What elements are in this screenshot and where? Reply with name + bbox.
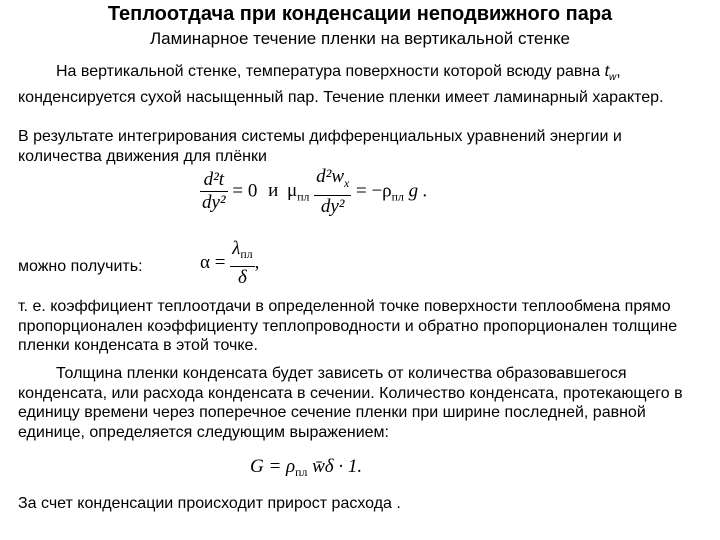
fraction-conductivity-numerator <box>230 238 254 267</box>
slide-title: Теплоотдача при конденсации неподвижного пара <box>107 3 613 25</box>
fraction-momentum-denominator: dy² <box>320 195 345 217</box>
paragraph-integration: В результате интегрирования системы дифференциальных уравнений энергии и количества движения для плёнки <box>18 128 622 165</box>
momentum-numerator-subscript: x <box>344 176 350 190</box>
fraction-energy <box>200 169 228 214</box>
viscosity-subscript: пл <box>297 190 310 204</box>
paragraph-flow-increase: За счет конденсации происходит прирост расхода . <box>18 495 401 512</box>
fraction-energy-denominator: dy² <box>202 192 226 214</box>
equation-equals-zero: = 0 <box>232 180 258 202</box>
slide-subtitle: Ламинарное течение пленки на вертикальной стенке <box>150 29 570 48</box>
paragraph-result-intro: можно получить: <box>18 258 143 275</box>
equation-comma: , <box>254 251 260 273</box>
fraction-energy-numerator: d²t <box>200 169 228 192</box>
paragraph-intro-text-a: На вертикальной стенке, температура поверхности которой всюду равна <box>56 63 605 80</box>
paragraph-intro-text-b: , конденсируется сухой насыщенный пар. Течение пленки имеет ламинарный характер. <box>18 63 664 106</box>
fraction-momentum <box>314 166 351 218</box>
equation-and-word: и <box>268 180 279 202</box>
viscosity-symbol: μ <box>287 180 298 202</box>
lambda-subscript: пл <box>240 248 253 262</box>
paragraph-intro <box>18 62 708 107</box>
density-subscript: пл <box>391 190 404 204</box>
paragraph-proportionality: т. е. коэффициент теплоотдачи в определенной точке поверхности теплообмена прямо пропорционален коэффициенту теплопроводности и обратно пропорционален толщине пленки конденсата в этой точке. <box>18 298 678 354</box>
wall-temperature-symbol <box>604 63 617 84</box>
fraction-conductivity <box>230 238 254 289</box>
alpha-equals: α = <box>200 251 226 273</box>
equation-flow-rate <box>250 456 362 480</box>
equation-differential <box>200 166 428 218</box>
fraction-conductivity-denominator: δ <box>237 267 247 289</box>
temperature-subscript: w <box>609 72 617 84</box>
flow-rate-lhs: G = ρ <box>250 456 296 477</box>
paragraph-film-thickness: Толщина пленки конденсата будет зависеть от количества образовавшегося конденсата, или расхода конденсата в сечении. Количество конденсата, протекающего в единицу времени через поперечное сечение пленки при ширине последней, равной единице, определяется следующим выражением: <box>18 365 683 441</box>
lambda-symbol: λ <box>232 238 241 259</box>
flow-density-subscript: пл <box>295 466 308 480</box>
equation-heat-transfer <box>200 238 259 289</box>
temperature-letter: t <box>604 63 610 80</box>
fraction-momentum-numerator <box>314 166 351 196</box>
momentum-numerator-text: d²w <box>316 166 345 187</box>
gravity-symbol: g . <box>408 180 428 202</box>
equation-rhs-density: = −ρ <box>356 180 392 202</box>
flow-rate-rhs: w̄δ · 1. <box>312 456 363 477</box>
